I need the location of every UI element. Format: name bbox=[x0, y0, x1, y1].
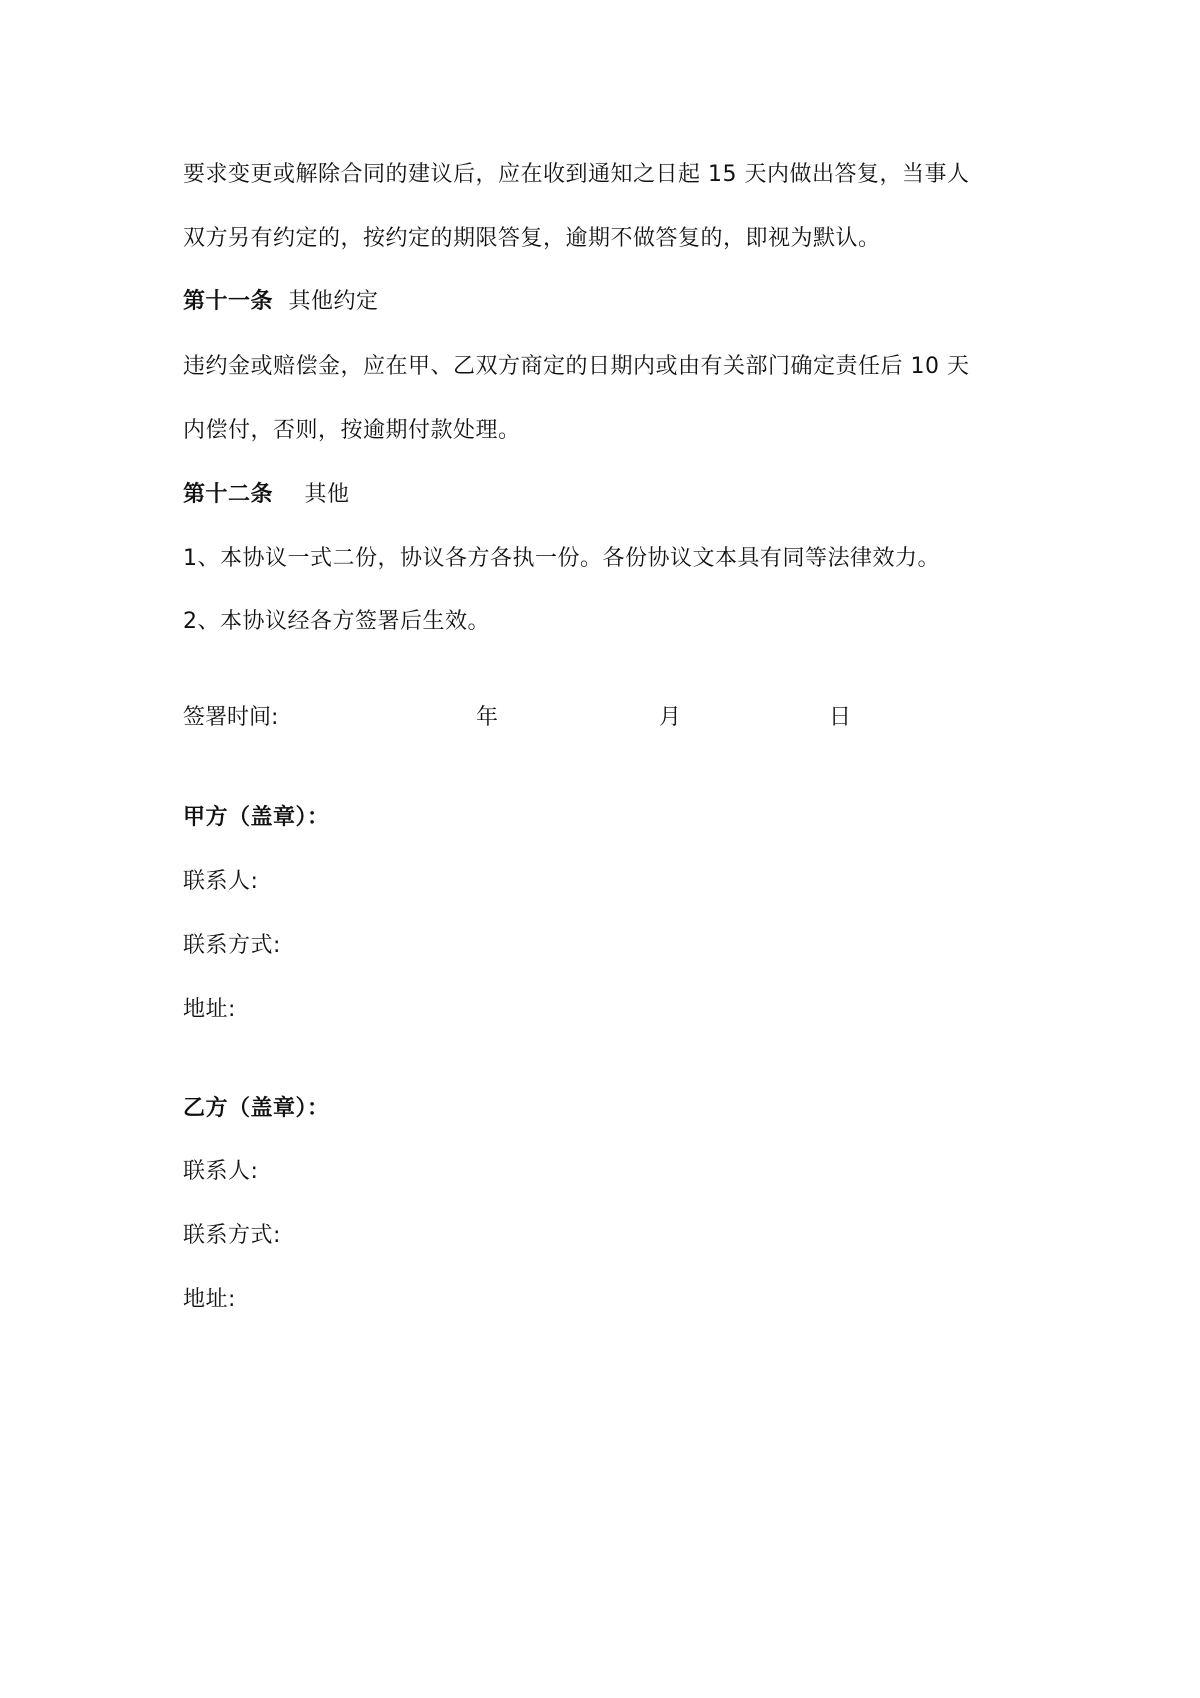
party-a-contact-person-label: 联系人: bbox=[183, 869, 259, 894]
article-11-title: 其他约定 bbox=[288, 289, 379, 314]
party-b-heading: 乙方（盖章）： bbox=[183, 1096, 330, 1121]
party-b-contact-person-label: 联系人: bbox=[183, 1159, 259, 1184]
article-12-heading bbox=[183, 480, 350, 510]
paragraph-line: 违约金或赔偿金，应在甲、乙双方商定的日期内或由有关部门确定责任后 10 天 bbox=[183, 354, 970, 379]
clause-item: 2、本协议经各方签署后生效。 bbox=[183, 609, 490, 634]
party-b-contact-method-label: 联系方式: bbox=[183, 1223, 281, 1248]
article-12-title: 其他 bbox=[304, 482, 350, 507]
paragraph-line: 要求变更或解除合同的建议后，应在收到通知之日起 15 天内做出答复，当事人 bbox=[183, 162, 970, 187]
party-b-address-label: 地址: bbox=[183, 1287, 236, 1312]
signing-date-label: 签署时间: bbox=[183, 705, 279, 730]
paragraph-line: 双方另有约定的，按约定的期限答复，逾期不做答复的，即视为默认。 bbox=[183, 226, 881, 251]
signing-month-label: 月 bbox=[659, 705, 682, 730]
party-a-heading: 甲方（盖章）： bbox=[183, 805, 330, 830]
party-a-contact-method-label: 联系方式: bbox=[183, 933, 281, 958]
signing-day-label: 日 bbox=[829, 705, 852, 730]
article-11-number: 第十一条 bbox=[183, 289, 274, 314]
article-12-number: 第十二条 bbox=[183, 482, 274, 507]
signing-year-label: 年 bbox=[476, 705, 499, 730]
article-11-heading bbox=[183, 287, 379, 317]
party-a-address-label: 地址: bbox=[183, 997, 236, 1022]
paragraph-line: 内偿付，否则，按逾期付款处理。 bbox=[183, 418, 521, 443]
clause-item: 1、本协议一式二份，协议各方各执一份。各份协议文本具有同等法律效力。 bbox=[183, 546, 940, 571]
